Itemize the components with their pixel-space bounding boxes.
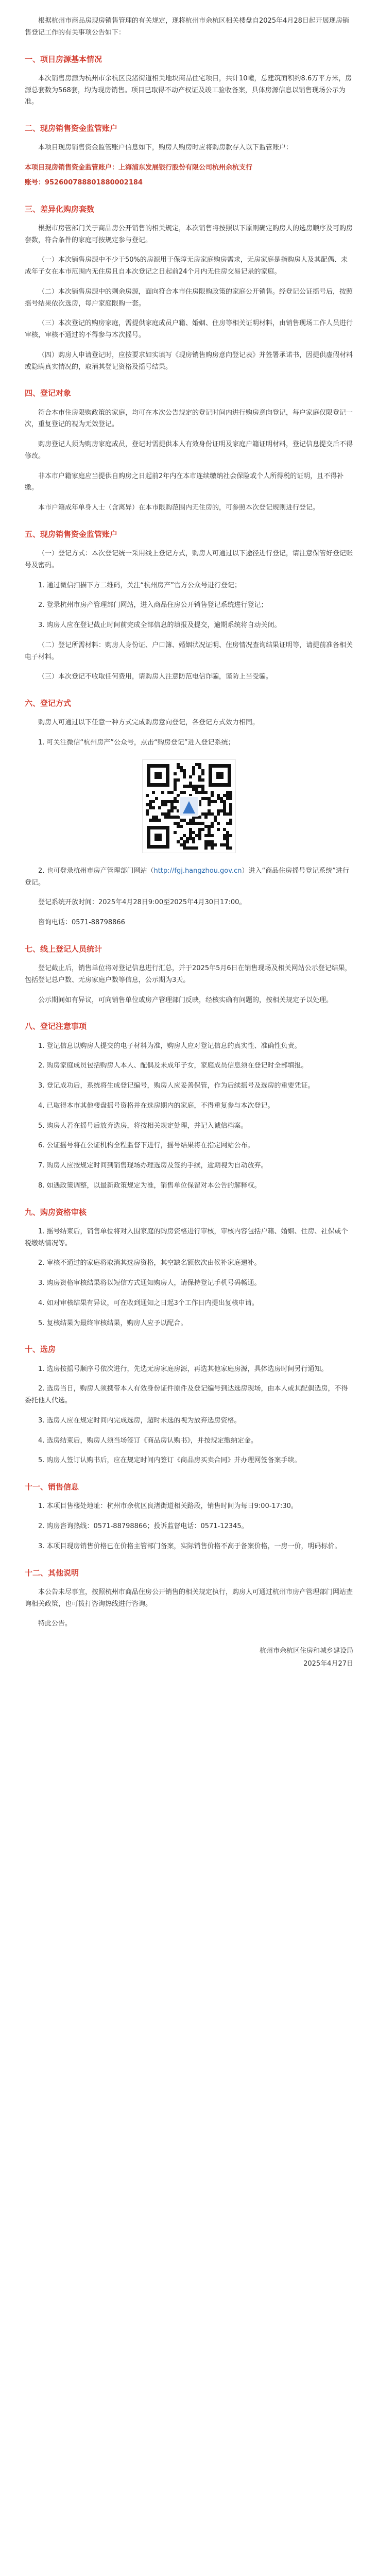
section-12-text-1: 本公告未尽事宜，按照杭州市商品住房公开销售的相关规定执行，购房人可通过杭州市房产管理部门网站查询相关政策，也可拨打咨询热线进行咨询。 <box>25 1588 353 1608</box>
qr-module <box>192 840 195 843</box>
qr-module <box>161 791 164 794</box>
section-10-text-5: 5. 购房人签订认购书后，应在规定时间内签订《商品房买卖合同》并办理网签备案手续。 <box>38 1456 301 1465</box>
section-1-text: 本次销售房源为杭州市余杭区良渚街道相关地块商品住宅项目，共计10幢，总建筑面积约8.6万平方米，房源总套数为568套，均为现房销售。项目已取得不动产权证及竣工验收备案，具体房源信息以销售现场公示为准。 <box>25 74 352 106</box>
qr-module <box>198 837 201 840</box>
qr-module <box>152 791 155 794</box>
section-7-text-2: 公示期间如有异议，可向销售单位或房产管理部门反映，经核实确有问题的，按相关规定予以处理。 <box>38 996 333 1004</box>
qr-module <box>155 797 158 800</box>
section-3-text-1: 根据市房管部门关于商品房公开销售的相关规定，本次销售将按照以下原则确定购房人的选房顺序及可购房套数，符合条件的家庭可按规定参与登记。 <box>25 224 353 244</box>
qr-module <box>177 778 180 782</box>
url-prefix: 2. 也可登录杭州市房产管理部门网站（ <box>38 867 154 875</box>
qr-finder-top-left <box>147 764 169 787</box>
qr-module <box>214 843 217 846</box>
qr-module <box>217 828 220 831</box>
section-3-heading: 三、差异化购房套数 <box>25 204 95 214</box>
qr-module <box>186 840 189 843</box>
qr-module <box>158 819 161 822</box>
section-10-text-2: 2. 选房当日，购房人须携带本人有效身份证件原件及登记编号到达选房现场，由本人或其配偶选房，不得委托他人代选。 <box>25 1385 348 1404</box>
qr-module <box>189 775 192 778</box>
qr-module <box>204 816 208 819</box>
qr-module <box>229 812 232 816</box>
signature-block <box>25 1646 353 1670</box>
section-11-text-1: 1. 本项目售楼处地址：杭州市余杭区良渚街道相关路段，销售时间为每日9:00-17:30。 <box>38 1502 298 1511</box>
issuing-organization: 杭州市余杭区住房和城乡建设局 <box>259 1647 353 1655</box>
section-10-text-4: 4. 选房结束后，购房人须当场签订《商品房认购书》，并按规定缴纳定金。 <box>38 1436 258 1445</box>
section-9-text-2: 2. 审核不通过的家庭将取消其选房资格，其空缺名额依次由候补家庭递补。 <box>38 1259 261 1267</box>
section-6-text-1: 购房人可通过以下任意一种方式完成购房意向登记，各登记方式效力相同。 <box>38 719 260 727</box>
qr-module <box>146 794 149 797</box>
section-7-heading: 七、线上登记人员统计 <box>25 944 102 954</box>
qr-module <box>180 825 183 828</box>
section-8-text-8: 8. 如遇政策调整，以最新政策规定为准，销售单位保留对本公告的解释权。 <box>38 1181 261 1190</box>
section-7-text-1: 登记截止后，销售单位将对登记信息进行汇总，并于2025年5月6日在销售现场及相关网站公示登记结果，包括登记总户数、无房家庭户数等信息，公示期为3天。 <box>25 964 352 984</box>
section-4-text-2: 购房登记人须为购房家庭成员，登记时需提供本人有效身份证明及家庭户籍证明材料，登记信息提交后不得修改。 <box>25 440 353 460</box>
section-1-heading: 一、项目房源基本情况 <box>25 54 102 64</box>
qr-finder-bottom-left <box>147 826 169 849</box>
issue-date: 2025年4月27日 <box>303 1659 353 1668</box>
qr-module <box>174 772 177 775</box>
qr-module <box>211 794 214 797</box>
section-3-text-3: （二）本次销售房源中的剩余房源，面向符合本市住房限购政策的家庭公开销售。经登记公证摇号后，按照摇号结果依次选房，每户家庭限购一套。 <box>25 287 353 308</box>
section-9-text-3: 3. 购房资格审核结果将以短信方式通知购房人，请保持登记手机号码畅通。 <box>38 1279 261 1287</box>
section-12-heading: 十二、其他说明 <box>25 1568 79 1578</box>
section-5-text-5: （二）登记所需材料：购房人身份证、户口簿、婚姻状况证明、住房情况查询结果证明等，请提前准备相关电子材料。 <box>25 641 353 661</box>
qr-module <box>170 791 174 794</box>
section-2-heading: 二、现房销售资金监管账户 <box>25 124 118 133</box>
section-5-text-1: （一）登记方式：本次登记统一采用线上登记方式，购房人可通过以下途径进行登记，请注意保管好登记账号及密码。 <box>25 550 353 569</box>
section-6-text-5: 咨询电话：0571-88798866 <box>38 919 125 926</box>
website-link[interactable]: http://fgj.hangzhou.gov.cn <box>153 867 242 875</box>
qr-module <box>229 834 232 837</box>
section-8-text-4: 4. 已取得本市其他楼盘摇号资格并在选房期内的家庭，不得重复参与本次登记。 <box>38 1101 274 1110</box>
section-4-text-3: 非本市户籍家庭应当提供自购房之日起前2年内在本市连续缴纳社会保险或个人所得税的证明，且不得补缴。 <box>25 472 344 492</box>
qr-module <box>211 825 214 828</box>
section-9-text-1: 1. 摇号结束后，销售单位将对入围家庭的购房资格进行审核，审核内容包括户籍、婚姻、住房、社保或个税缴纳情况等。 <box>25 1227 348 1247</box>
section-8-text-1: 1. 登记信息以购房人提交的电子材料为准，购房人应对登记信息的真实性、准确性负责。 <box>38 1042 301 1050</box>
qr-module <box>201 772 204 775</box>
url-suffix: ）进入“商品住房摇号登记系统”进行登记。 <box>25 867 349 887</box>
qr-module <box>214 800 217 803</box>
section-5-heading: 五、现房销售资金监管账户 <box>25 529 118 539</box>
section-6-text-2: 1. 可关注微信“杭州房产”公众号，点击“购房登记”进入登记系统； <box>38 739 235 747</box>
section-9-text-4: 4. 如对审核结果有异议，可在收到通知之日起3个工作日内提出复核申请。 <box>38 1299 259 1307</box>
qr-module <box>211 846 214 850</box>
section-3-text-4: （三）本次登记的购房家庭，需提供家庭成员户籍、婚姻、住房等相关证明材料，由销售现场工作人员进行审核，审核不通过的不得参与本次摇号。 <box>25 319 353 339</box>
qr-module <box>204 846 208 850</box>
qr-module <box>152 800 155 803</box>
qr-code-wrapper <box>25 759 353 853</box>
section-8-text-6: 6. 公证摇号将在公证机构全程监督下进行，摇号结果将在指定网站公布。 <box>38 1142 254 1150</box>
qr-logo-icon <box>179 796 199 817</box>
qr-module <box>201 828 204 831</box>
section-5-text-4: 3. 购房人应在登记截止时间前完成全部信息的填报及提交，逾期系统将自动关闭。 <box>38 621 281 629</box>
qr-module <box>183 775 186 778</box>
section-8-text-3: 3. 登记成功后，系统将生成登记编号，购房人应妥善保管，作为后续摇号及选房的重要凭证。 <box>38 1082 315 1090</box>
section-12-text-2: 特此公告。 <box>38 1620 72 1628</box>
qr-module <box>211 834 214 837</box>
qr-module <box>204 791 208 794</box>
section-6-text-4: 登记系统开放时间：2025年4月28日9:00至2025年4月30日17:00。 <box>38 899 246 907</box>
section-8-heading: 八、登记注意事项 <box>25 1022 87 1031</box>
qr-module <box>183 791 186 794</box>
qr-module <box>152 806 155 809</box>
qr-module <box>192 772 195 775</box>
qr-module <box>229 822 232 825</box>
section-3-text-5: （四）购房人申请登记时，应按要求如实填写《现房销售购房意向登记表》并签署承诺书，因提供虚假材料或隐瞒真实情况的，取消其登记资格及摇号结果。 <box>25 351 353 371</box>
account-number: 账号：952600788801880002184 <box>25 178 143 187</box>
qr-module <box>158 806 161 809</box>
qr-module <box>174 831 177 834</box>
qr-module <box>217 812 220 816</box>
section-2-text: 本项目现房销售资金监管账户信息如下，购房人购房时应将购房款存入以下监管账户： <box>38 144 293 152</box>
section-5-text-3: 2. 登录杭州市房产管理部门网站，进入商品住房公开销售登记系统进行登记； <box>38 601 268 609</box>
section-8-text-2: 2. 购房家庭成员包括购房人本人、配偶及未成年子女，家庭成员信息须在登记时全部填报。 <box>38 1062 308 1070</box>
section-6-heading: 六、登记方式 <box>25 699 72 708</box>
section-3-text-2: （一）本次销售房源中不少于50%的房源用于保障无房家庭购房需求，无房家庭是指购房人及其配偶、未成年子女在本市范围内无住房且自本次登记之日起前24个月内无住房交易记录的家庭。 <box>25 256 348 276</box>
section-11-text-2: 2. 购房咨询热线：0571-88798866；投诉监督电话：0571-12345。 <box>38 1522 248 1530</box>
qr-module <box>208 803 211 806</box>
section-4-text-1: 符合本市住房限购政策的家庭，均可在本次公告规定的登记时间内进行购房意向登记，每户家庭仅限登记一次，重复登记的视为无效登记。 <box>25 409 353 429</box>
section-8-text-7: 7. 购房人应按规定时间到销售现场办理选房及签约手续，逾期视为自动放弃。 <box>38 1162 268 1170</box>
qr-module <box>217 822 220 825</box>
section-10-text-3: 3. 选房人应在规定时间内完成选房，超时未选的视为放弃选房资格。 <box>38 1416 241 1425</box>
qr-module <box>201 778 204 782</box>
wechat-qr-code[interactable] <box>142 759 236 853</box>
section-10-text-1: 1. 选房按摇号顺序号依次进行，先选无房家庭房源，再选其他家庭房源，具体选房时间另行通知。 <box>38 1365 328 1373</box>
intro-paragraph: 根据杭州市商品房现房销售管理的有关规定，现将杭州市余杭区相关楼盘自2025年4月28日起开展现房销售登记工作的有关事项公告如下： <box>25 17 349 37</box>
qr-module <box>229 797 232 800</box>
section-4-text-4: 本市户籍成年单身人士（含离异）在本市限购范围内无住房的，可参照本次登记规则进行登记。 <box>38 504 320 512</box>
qr-module <box>146 812 149 816</box>
section-5-text-2: 1. 通过微信扫描下方二维码，关注“杭州房产”官方公众号进行登记； <box>38 581 242 589</box>
section-9-text-5: 5. 复核结果为最终审核结果，购房人应予以配合。 <box>38 1319 187 1327</box>
account-label: 本项目现房销售资金监管账户：上海浦东发展银行股份有限公司杭州余杭支行 <box>25 164 253 172</box>
section-9-heading: 九、购房资格审核 <box>25 1207 87 1217</box>
section-11-heading: 十一、销售信息 <box>25 1482 79 1492</box>
qr-module <box>170 809 174 812</box>
section-4-heading: 四、登记对象 <box>25 388 72 398</box>
qr-module <box>195 846 198 850</box>
section-5-text-6: （三）本次登记不收取任何费用，请购房人注意防范电信诈骗，谨防上当受骗。 <box>38 673 273 681</box>
section-10-heading: 十、选房 <box>25 1345 56 1354</box>
section-11-text-3: 3. 本项目现房销售价格已在价格主管部门备案，实际销售价格不高于备案价格，一房一价，明码标价。 <box>38 1542 341 1550</box>
qr-module <box>229 846 232 850</box>
section-8-text-5: 5. 购房人若在摇号后放弃选房，将按相关规定处理，并记入诚信档案。 <box>38 1122 248 1130</box>
qr-module <box>164 803 167 806</box>
qr-finder-top-right <box>209 764 231 787</box>
section-6-text-3 <box>25 866 353 889</box>
qr-module <box>174 788 177 791</box>
